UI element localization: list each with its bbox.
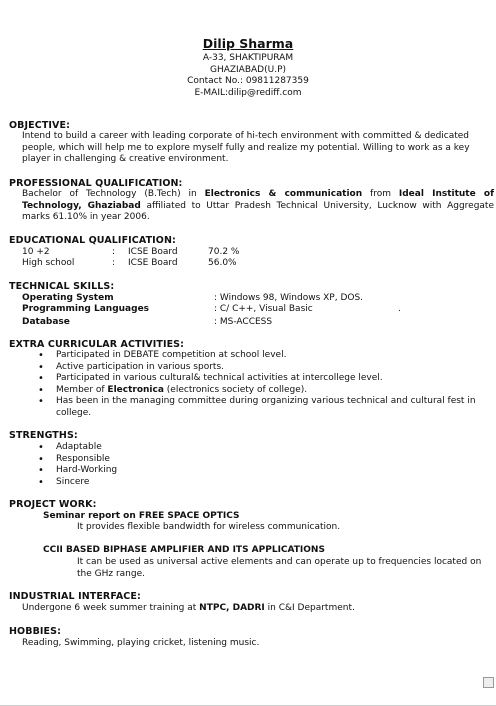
address-line-1: A-33, SHAKTIPURAM bbox=[202, 53, 294, 63]
education-separator: : bbox=[112, 258, 116, 268]
industrial-interface-heading: INDUSTRIAL INTERFACE: bbox=[9, 591, 141, 602]
hobbies-text: Reading, Swimming, playing cricket, listening music. bbox=[22, 638, 260, 648]
list-item: • Participated in various cultural& technical activities at intercollege level. bbox=[38, 373, 488, 385]
technical-skills-heading: TECHNICAL SKILLS: bbox=[9, 281, 115, 292]
education-board: ICSE Board bbox=[128, 258, 178, 268]
email-address: E-MAIL:dilip@rediff.com bbox=[194, 87, 302, 98]
objective-text: Intend to build a career with leading corporate of hi-tech environment with committed & dedicated people, which will help me to explore myself fully and realize my potential. Willing to work as a key player in challenging & creative environment. bbox=[22, 131, 470, 164]
skill-label: Database bbox=[22, 317, 70, 327]
contact-number: Contact No.: 09811287359 bbox=[187, 76, 309, 86]
project-title: CCII BASED BIPHASE AMPLIFIER AND ITS APPLICATIONS bbox=[43, 545, 325, 555]
skill-stray-dot: . bbox=[398, 304, 401, 314]
objective-heading: OBJECTIVE: bbox=[9, 120, 70, 131]
educational-qualification-heading: EDUCATIONAL QUALIFICATION: bbox=[9, 235, 176, 246]
list-item: • Adaptable bbox=[38, 442, 238, 454]
resize-handle-icon[interactable] bbox=[483, 677, 494, 688]
project-description: It provides flexible bandwidth for wireless communication. bbox=[77, 522, 341, 532]
industrial-interface-text: Undergone 6 week summer training at NTPC, DADRI in C&I Department. bbox=[22, 603, 355, 613]
list-item: • Has been in the managing committee during organizing various technical and cultural fest in college. bbox=[38, 396, 488, 419]
project-title: Seminar report on FREE SPACE OPTICS bbox=[43, 511, 240, 521]
education-marks: 56.0% bbox=[208, 258, 237, 268]
candidate-name: Dilip Sharma bbox=[202, 36, 294, 51]
project-description: It can be used as universal active elements and can operate up to frequencies located on the GHz range. bbox=[77, 557, 482, 579]
professional-qualification-heading: PROFESSIONAL QUALIFICATION: bbox=[9, 178, 183, 189]
skill-label: Programming Languages bbox=[22, 304, 150, 314]
skill-value: : Windows 98, Windows XP, DOS. bbox=[214, 293, 364, 303]
list-item: • Member of Electronica (electronics society of college). bbox=[38, 385, 488, 397]
list-item: • Participated in DEBATE competition at school level. bbox=[38, 350, 488, 362]
professional-qualification-text: Bachelor of Technology (B.Tech) in Electronics & communication from Ideal Institute of Technology, Ghaziabad affiliated to Uttar Pradesh Technical University, Lucknow with Aggregate marks 61.10% in year 2006. bbox=[22, 189, 494, 222]
strengths-list bbox=[38, 442, 238, 488]
skill-value: : MS-ACCESS bbox=[214, 317, 273, 327]
education-board: ICSE Board bbox=[128, 247, 178, 257]
contact-block bbox=[0, 53, 496, 99]
education-level: High school bbox=[22, 258, 75, 268]
list-item: • Responsible bbox=[38, 454, 238, 466]
list-item: • Active participation in various sports. bbox=[38, 362, 488, 374]
skill-label: Operating System bbox=[22, 293, 114, 303]
project-work-heading: PROJECT WORK: bbox=[9, 499, 97, 510]
hobbies-heading: HOBBIES: bbox=[9, 626, 61, 637]
education-marks: 70.2 % bbox=[208, 247, 240, 257]
education-level: 10 +2 bbox=[22, 247, 50, 257]
list-item: • Sincere bbox=[38, 477, 238, 489]
extra-curricular-list bbox=[38, 350, 488, 419]
strengths-heading: STRENGTHS: bbox=[9, 430, 78, 441]
skill-value: : C/ C++, Visual Basic bbox=[214, 304, 313, 314]
extra-curricular-heading: EXTRA CURRICULAR ACTIVITIES: bbox=[9, 339, 185, 350]
education-separator: : bbox=[112, 247, 116, 257]
address-line-2: GHAZIABAD(U.P) bbox=[209, 64, 287, 75]
list-item: • Hard-Working bbox=[38, 465, 238, 477]
